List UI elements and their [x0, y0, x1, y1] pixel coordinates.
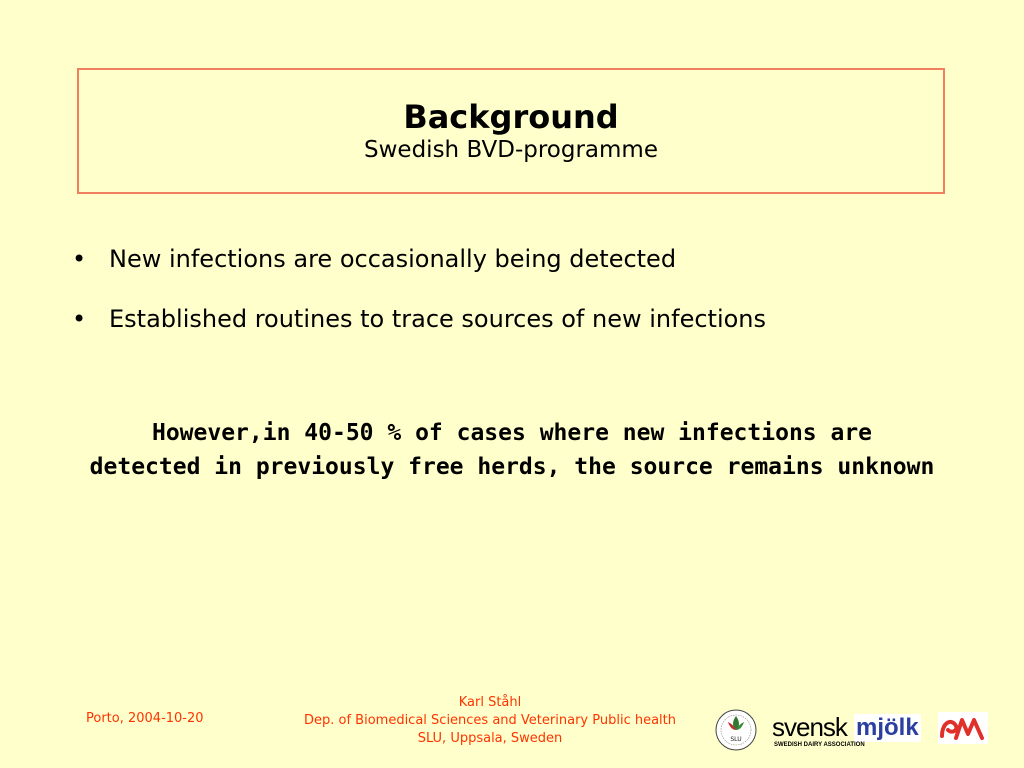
footer-credits: [290, 694, 690, 748]
footer-author: Karl Ståhl: [458, 695, 522, 710]
highlight-line-1: However,in 40-50 % of cases where new infections are: [151, 420, 873, 446]
slide-subtitle: Swedish BVD-programme: [364, 137, 658, 163]
footer-institution: SLU, Uppsala, Sweden: [417, 731, 563, 746]
slu-seal-text: SLU: [730, 736, 742, 743]
highlight-statement: [40, 416, 984, 484]
bullet-item: [72, 242, 972, 276]
bullet-item: [72, 302, 972, 336]
highlight-line-2: detected in previously free herds, the source remains unknown: [89, 454, 935, 480]
bullet-marker: •: [72, 305, 87, 333]
slide-title: Background: [403, 98, 619, 136]
bullet-text: New infections are occasionally being detected: [109, 245, 677, 273]
slu-seal-icon: [714, 708, 758, 752]
title-box: [77, 68, 945, 194]
bullet-text: Established routines to trace sources of new infections: [109, 305, 767, 333]
bullet-marker: •: [72, 245, 87, 273]
bullet-list: [72, 242, 972, 362]
footer-department: Dep. of Biomedical Sciences and Veterinary Public health: [303, 713, 676, 728]
svensk-mjolk-logo: [772, 712, 932, 752]
svensk-mjolk-tagline: SWEDISH DAIRY ASSOCIATION: [774, 742, 865, 748]
svensk-mjolk-word-a: svensk: [772, 712, 847, 742]
svensk-mjolk-word-b: mjölk: [856, 714, 919, 741]
sm-brand-icon: [938, 712, 988, 744]
footer-location-date: Porto, 2004-10-20: [86, 711, 204, 726]
footer-logos: [712, 706, 992, 756]
